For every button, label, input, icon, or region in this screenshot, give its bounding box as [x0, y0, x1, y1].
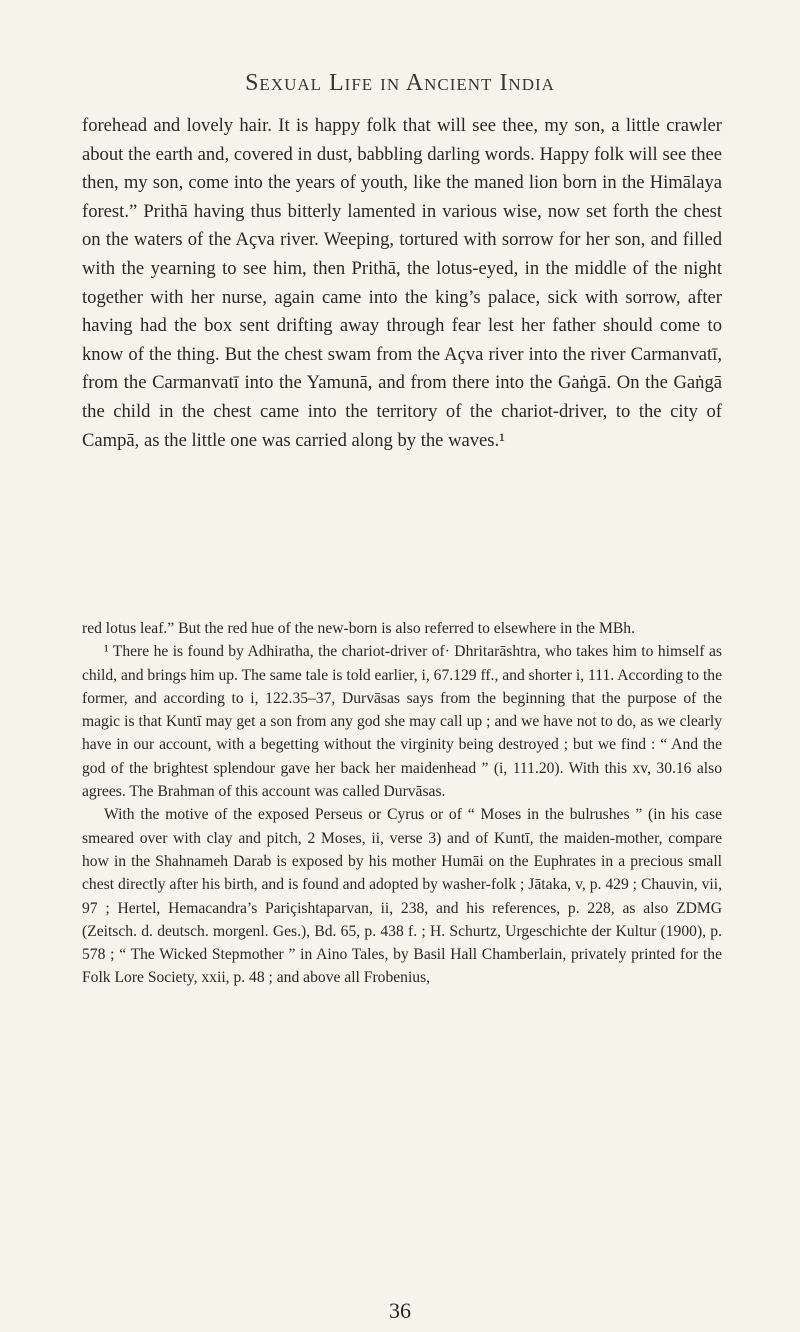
running-title: Sexual Life in Ancient India: [245, 70, 555, 96]
main-paragraph: forehead and lovely hair. It is happy folk that will see thee, my son, a little crawler about the earth and, covered in dust, babbling darling words. Happy folk will see thee then, my son, come into the years of youth, like the maned lion born in the Himālaya forest.” Prithā having thus bitterly lamented in various wise, now set forth the chest on the waters of the Açva river. Weeping, tortured with sorrow for her son, and filled with the yearning to see him, then Prithā, the lotus-eyed, in the middle of the night together with her nurse, again came into the king’s palace, sick with sorrow, after having had the box sent drifting away through fear lest her father should come to know of the thing. But the chest swam from the Açva river into the river Carmanvatī, from the Carmanvatī into the Yamunā, and from there into the Gaṅgā. On the Gaṅgā the child in the chest came into the territory of the chariot-driver, to the city of Campā, as the little one was carried along by the waves.¹: [82, 115, 722, 451]
footnote-continuation: red lotus leaf.” But the red hue of the new-born is also referred to elsewhere in the MBh.: [82, 620, 635, 637]
page-number: 36: [389, 1298, 411, 1323]
main-text-block: [82, 112, 722, 455]
footnotes-block: [82, 617, 722, 990]
footnote-1-continued: With the motive of the exposed Perseus or Cyrus or of “ Moses in the bulrushes ” (in his case smeared over with clay and pitch, 2 Moses, ii, verse 3) and of Kuntī, the maiden-mother, compare how in the Shahnameh Darab is exposed by his mother Humāi on the Euphrates in a precious small chest directly after his birth, and is found and adopted by washer-folk ; Jātaka, v, p. 429 ; Chauvin, vii, 97 ; Hertel, Hemacandra’s Pariçishtaparvan, ii, 238, and his references, p. 228, as also ZDMG (Zeitsch. d. deutsch. morgenl. Ges.), Bd. 65, p. 438 f. ; H. Schurtz, Urgeschichte der Kultur (1900), p. 578 ; “ The Wicked Stepmother ” in Aino Tales, by Basil Hall Chamberlain, privately printed for the Folk Lore Society, xxii, p. 48 ; and above all Frobenius,: [82, 806, 722, 987]
footnote-1: ¹ There he is found by Adhiratha, the chariot-driver of· Dhritarāshtra, who takes him to himself as child, and brings him up. The same tale is told earlier, i, 67.129 ff., and shorter i, 111. According to the former, and according to i, 122.35–37, Durvāsas says from the beginning that the purpose of the magic is that Kuntī may get a son from any god she may call up ; and we have not to do, as we clearly have in our account, with a begetting without the virginity being destroyed ; but we find : “ And the god of the brightest splendour gave her back her maidenhead ” (i, 111.20). With this xv, 30.16 also agrees. The Brahman of this account was called Durvāsas.: [82, 643, 722, 801]
